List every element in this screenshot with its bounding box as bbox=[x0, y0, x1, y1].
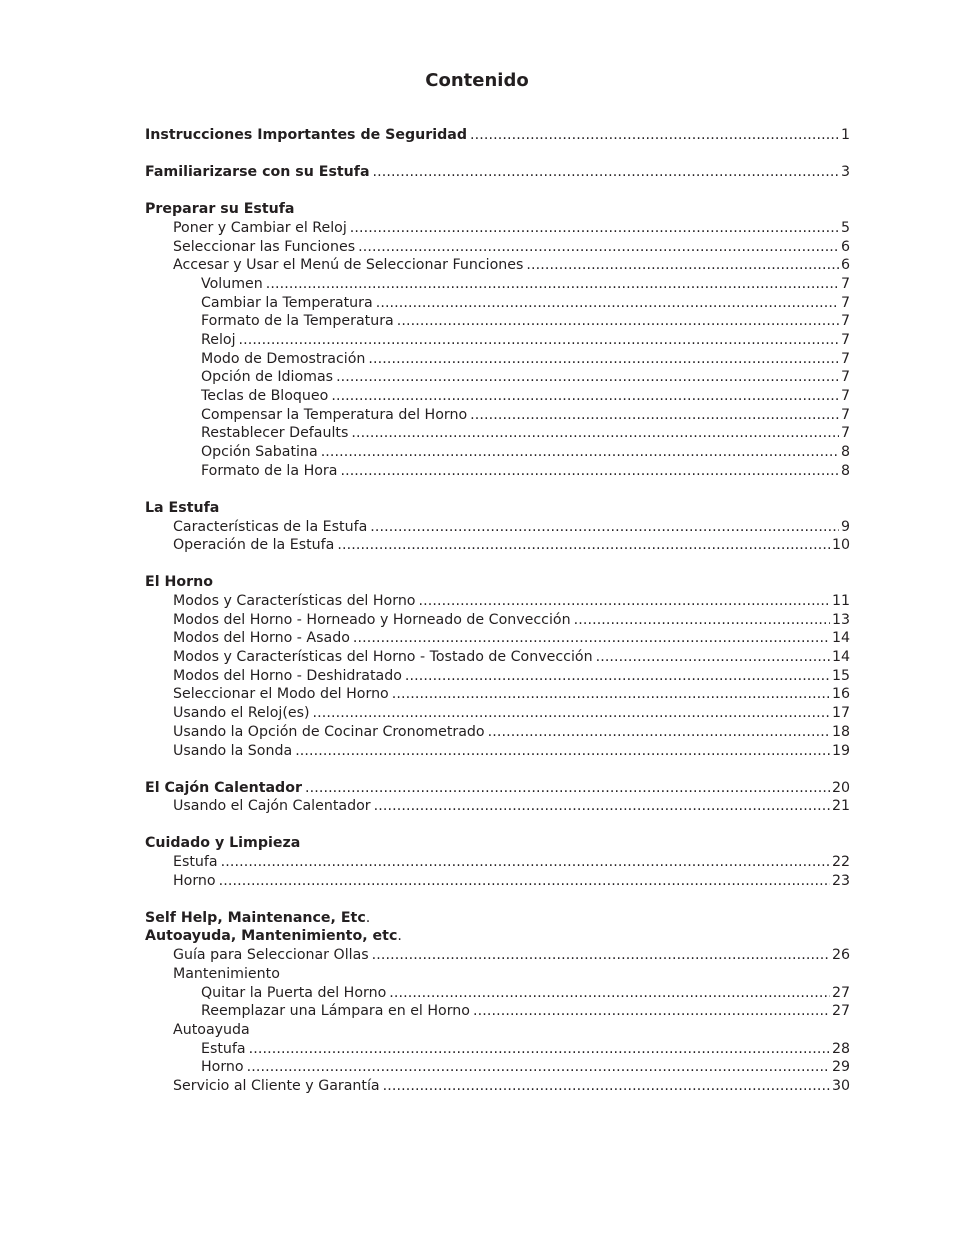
dot-leader bbox=[392, 685, 830, 704]
toc-entry-title bbox=[173, 611, 571, 630]
toc-entry-title bbox=[173, 629, 350, 648]
dot-leader bbox=[266, 275, 839, 294]
dot-leader bbox=[574, 611, 830, 630]
dot-leader bbox=[488, 723, 830, 742]
toc-entry-title bbox=[145, 200, 295, 219]
toc-entry-suffix: . bbox=[397, 928, 402, 945]
toc-entry[interactable] bbox=[145, 387, 850, 406]
dot-leader bbox=[249, 1040, 830, 1059]
toc-page-number: 8 bbox=[840, 444, 850, 461]
toc-entry-text: Estufa bbox=[173, 854, 218, 871]
toc-entry[interactable] bbox=[145, 1058, 850, 1077]
toc-entry-text: Características de la Estufa bbox=[173, 518, 368, 535]
dot-leader bbox=[470, 126, 839, 145]
dot-leader bbox=[368, 350, 839, 369]
toc-page-number: 28 bbox=[831, 1040, 850, 1057]
toc-page-number: 1 bbox=[840, 127, 850, 143]
toc-page-number: 7 bbox=[840, 350, 850, 367]
dot-leader bbox=[337, 536, 830, 555]
toc-page-number: 3 bbox=[840, 164, 850, 181]
toc-entry-title bbox=[201, 387, 328, 406]
toc-entry-title bbox=[201, 443, 318, 462]
toc-page-number: 7 bbox=[840, 275, 850, 292]
toc-entry-text: Compensar la Temperatura del Horno bbox=[201, 406, 468, 423]
toc-entry[interactable] bbox=[145, 1077, 850, 1096]
toc-entry-title bbox=[173, 219, 347, 238]
toc-entry-title bbox=[173, 648, 593, 667]
toc-page-number: 22 bbox=[831, 854, 850, 871]
dot-leader bbox=[313, 704, 830, 723]
toc-section-heading[interactable] bbox=[145, 779, 850, 798]
toc-entry-text: Cambiar la Temperatura bbox=[201, 294, 373, 311]
dot-leader bbox=[370, 518, 839, 537]
toc-entry[interactable] bbox=[145, 797, 850, 816]
toc-page-number: 30 bbox=[831, 1077, 850, 1094]
toc-entry-text: Preparar su Estufa bbox=[145, 201, 295, 218]
toc-entry-text: Formato de la Hora bbox=[201, 462, 338, 479]
dot-leader bbox=[295, 742, 830, 761]
toc-entry[interactable] bbox=[145, 256, 850, 275]
toc-page-number: 14 bbox=[831, 649, 850, 666]
toc-entry-text: Autoayuda, Mantenimiento, etc bbox=[145, 928, 398, 945]
dot-leader bbox=[351, 424, 839, 443]
dot-leader bbox=[219, 872, 830, 891]
toc-entry-text: Modos del Horno - Asado bbox=[173, 630, 350, 647]
toc-entry-text: La Estufa bbox=[145, 499, 220, 516]
toc-entry-text: Quitar la Puerta del Horno bbox=[201, 984, 387, 1001]
toc-entry-text: Self Help, Maintenance, Etc bbox=[145, 909, 366, 926]
toc-entry-text: Modos y Características del Horno bbox=[173, 593, 416, 609]
toc-entry-text: Restablecer Defaults bbox=[201, 425, 349, 442]
dot-leader bbox=[405, 667, 830, 686]
toc-entry[interactable] bbox=[145, 406, 850, 425]
dot-leader bbox=[331, 387, 839, 406]
toc-entry-title bbox=[201, 331, 236, 350]
toc-entry[interactable] bbox=[145, 275, 850, 294]
toc-entry-title bbox=[173, 518, 367, 537]
toc-entry bbox=[145, 965, 850, 984]
toc-entry[interactable] bbox=[145, 1002, 850, 1021]
toc-entry-title bbox=[173, 723, 485, 742]
toc-page-number: 19 bbox=[831, 742, 850, 759]
toc-entry-text: Seleccionar las Funciones bbox=[173, 238, 356, 255]
toc-page-number: 6 bbox=[840, 257, 850, 274]
page-title: Contenido bbox=[425, 70, 529, 91]
toc-entry-text: Reloj bbox=[201, 331, 236, 348]
toc-entry-title bbox=[173, 685, 389, 704]
toc-entry-text: Volumen bbox=[201, 275, 263, 292]
toc-page-number: 27 bbox=[831, 1003, 850, 1020]
toc-entry-text: El Horno bbox=[145, 574, 213, 591]
toc-page-number: 11 bbox=[831, 593, 850, 609]
toc-entry-text: El Cajón Calentador bbox=[145, 779, 302, 796]
toc-entry-title bbox=[201, 294, 373, 313]
toc-entry-title bbox=[173, 592, 416, 611]
toc-page-number: 5 bbox=[840, 219, 850, 236]
toc-entry-title bbox=[145, 573, 213, 592]
toc-entry-title bbox=[173, 872, 216, 891]
dot-leader bbox=[321, 443, 839, 462]
toc-entry-title bbox=[201, 368, 333, 387]
toc-entry[interactable] bbox=[145, 350, 850, 369]
toc-entry-title bbox=[145, 927, 402, 946]
toc-entry-text: Autoayuda bbox=[173, 1021, 250, 1038]
toc-entry-text: Modo de Demostración bbox=[201, 350, 366, 367]
toc-entry-title bbox=[201, 312, 394, 331]
toc-entry-text: Familiarizarse con su Estufa bbox=[145, 164, 370, 181]
toc-page-number: 29 bbox=[831, 1059, 850, 1076]
toc-entry-title bbox=[173, 1021, 250, 1040]
toc-entry-text: Instrucciones Importantes de Seguridad bbox=[145, 127, 468, 143]
toc-entry-title bbox=[201, 1040, 246, 1059]
dot-leader bbox=[239, 331, 839, 350]
toc-entry-text: Operación de la Estufa bbox=[173, 537, 335, 554]
toc-entry[interactable] bbox=[145, 723, 850, 742]
toc-entry-text: Guía para Seleccionar Ollas bbox=[173, 947, 369, 964]
toc-entry[interactable] bbox=[145, 629, 850, 648]
toc-page-number: 7 bbox=[840, 313, 850, 330]
toc-entry-text: Servicio al Cliente y Garantía bbox=[173, 1077, 380, 1094]
toc-page-number: 8 bbox=[840, 462, 850, 479]
toc-page-number: 15 bbox=[831, 667, 850, 684]
toc-entry-text: Mantenimiento bbox=[173, 965, 280, 982]
toc-entry[interactable] bbox=[145, 648, 850, 667]
toc-entry-title bbox=[145, 779, 302, 798]
toc-entry-title bbox=[173, 853, 218, 872]
toc-page-number: 9 bbox=[840, 518, 850, 535]
toc-entry-title bbox=[173, 1077, 380, 1096]
toc-entry[interactable] bbox=[145, 685, 850, 704]
toc-entry-title bbox=[173, 965, 280, 984]
dot-leader bbox=[336, 368, 839, 387]
toc-entry-text: Reemplazar una Lámpara en el Horno bbox=[201, 1003, 470, 1020]
dot-leader bbox=[376, 294, 839, 313]
toc-page-number: 10 bbox=[831, 537, 850, 554]
dot-leader bbox=[340, 462, 839, 481]
dot-leader bbox=[596, 648, 830, 667]
toc-entry[interactable] bbox=[145, 518, 850, 537]
toc-entry[interactable] bbox=[145, 424, 850, 443]
dot-leader bbox=[350, 219, 839, 238]
toc-page-number: 6 bbox=[840, 238, 850, 255]
toc-entry[interactable] bbox=[145, 331, 850, 350]
dot-leader bbox=[526, 256, 839, 275]
dot-leader bbox=[358, 238, 839, 257]
toc-entry[interactable] bbox=[145, 611, 850, 630]
toc-entry-text: Teclas de Bloqueo bbox=[201, 388, 329, 405]
toc-section-heading bbox=[145, 909, 850, 928]
toc-page-number: 7 bbox=[840, 331, 850, 348]
toc-section-heading bbox=[145, 834, 850, 853]
toc-page-number: 7 bbox=[840, 294, 850, 311]
toc-entry[interactable] bbox=[145, 592, 850, 611]
toc-page-number: 14 bbox=[831, 630, 850, 647]
toc-page-number: 7 bbox=[840, 388, 850, 405]
toc-page-number: 17 bbox=[831, 705, 850, 722]
toc-section-heading bbox=[145, 927, 850, 946]
toc-section-heading bbox=[145, 573, 850, 592]
toc-section-heading bbox=[145, 499, 850, 518]
toc-entry-text: Usando la Opción de Cocinar Cronometrado bbox=[173, 723, 485, 740]
toc-entry-title bbox=[145, 126, 467, 145]
toc-entry-text: Usando el Cajón Calentador bbox=[173, 798, 371, 815]
dot-leader bbox=[373, 163, 839, 182]
toc-entry-title bbox=[173, 667, 402, 686]
toc-entry[interactable] bbox=[145, 462, 850, 481]
toc-entry-text: Horno bbox=[173, 872, 216, 889]
toc-entry[interactable] bbox=[145, 294, 850, 313]
toc-page-number: 7 bbox=[840, 369, 850, 386]
dot-leader bbox=[372, 946, 830, 965]
toc-entry[interactable] bbox=[145, 368, 850, 387]
toc-entry-text: Poner y Cambiar el Reloj bbox=[173, 219, 347, 236]
toc-entry-title bbox=[173, 742, 292, 761]
toc-entry-text: Cuidado y Limpieza bbox=[145, 835, 301, 852]
dot-leader bbox=[397, 312, 839, 331]
toc-entry-title bbox=[201, 984, 386, 1003]
toc-page-number: 20 bbox=[831, 779, 850, 796]
toc-entry bbox=[145, 1021, 850, 1040]
dot-leader bbox=[221, 853, 830, 872]
toc-page-number: 23 bbox=[831, 872, 850, 889]
toc-entry-text: Opción de Idiomas bbox=[201, 369, 334, 386]
toc-entry-title bbox=[201, 350, 365, 369]
toc-page-number: 7 bbox=[840, 406, 850, 423]
toc-entry[interactable] bbox=[145, 238, 850, 257]
toc-entry-text: Modos y Características del Horno - Tostado de Convección bbox=[173, 649, 593, 666]
toc-entry-title bbox=[201, 275, 263, 294]
dot-leader bbox=[419, 592, 830, 611]
toc-entry-title bbox=[173, 797, 371, 816]
toc-page-number: 26 bbox=[831, 947, 850, 964]
toc-entry[interactable] bbox=[145, 219, 850, 238]
toc-entry-text: Usando el Reloj(es) bbox=[173, 705, 310, 722]
dot-leader bbox=[389, 984, 830, 1003]
toc-entry-title bbox=[201, 1058, 244, 1077]
toc-entry-text: Opción Sabatina bbox=[201, 444, 318, 461]
toc-entry-title bbox=[201, 406, 467, 425]
toc-entry-text: Modos del Horno - Horneado y Horneado de Convección bbox=[173, 611, 571, 628]
toc-entry[interactable] bbox=[145, 667, 850, 686]
dot-leader bbox=[247, 1058, 830, 1077]
toc-entry-text: Horno bbox=[201, 1059, 244, 1076]
toc-section-heading bbox=[145, 200, 850, 219]
toc-entry[interactable] bbox=[145, 443, 850, 462]
toc-entry-suffix: . bbox=[365, 909, 371, 926]
toc-entry[interactable] bbox=[145, 536, 850, 555]
toc-entry-text: Seleccionar el Modo del Horno bbox=[173, 686, 389, 703]
toc-entry-text: Formato de la Temperatura bbox=[201, 313, 394, 330]
toc-entry-text: Modos del Horno - Deshidratado bbox=[173, 667, 402, 684]
dot-leader bbox=[470, 406, 839, 425]
toc-entry-title bbox=[173, 946, 369, 965]
toc-entry[interactable] bbox=[145, 1040, 850, 1059]
toc-page-number: 13 bbox=[831, 611, 850, 628]
toc-entry[interactable] bbox=[145, 742, 850, 761]
toc-page-number: 21 bbox=[831, 798, 850, 815]
toc-entry-title bbox=[201, 1002, 470, 1021]
toc-entry[interactable] bbox=[145, 946, 850, 965]
toc-entry[interactable] bbox=[145, 704, 850, 723]
dot-leader bbox=[473, 1002, 830, 1021]
toc-entry-title bbox=[201, 462, 337, 481]
toc-entry-title bbox=[145, 834, 300, 853]
toc-section-heading[interactable] bbox=[145, 163, 850, 182]
toc-entry-title bbox=[173, 536, 334, 555]
dot-leader bbox=[305, 779, 830, 798]
dot-leader bbox=[374, 797, 830, 816]
toc-entry-text: Usando la Sonda bbox=[173, 742, 293, 759]
toc-entry-text: Accesar y Usar el Menú de Seleccionar Funciones bbox=[173, 257, 524, 274]
toc-entry-title bbox=[173, 704, 310, 723]
table-of-contents bbox=[145, 126, 850, 1096]
toc-entry-title bbox=[145, 499, 219, 518]
toc-section-heading[interactable] bbox=[145, 126, 850, 145]
toc-page-number: 18 bbox=[831, 723, 850, 740]
toc-entry[interactable] bbox=[145, 853, 850, 872]
toc-entry-title bbox=[173, 256, 523, 275]
dot-leader bbox=[353, 629, 830, 648]
toc-entry[interactable] bbox=[145, 312, 850, 331]
toc-entry-text: Estufa bbox=[201, 1040, 246, 1057]
toc-entry[interactable] bbox=[145, 872, 850, 891]
toc-page-number: 16 bbox=[831, 686, 850, 703]
toc-entry[interactable] bbox=[145, 984, 850, 1003]
toc-entry-title bbox=[145, 163, 370, 182]
toc-entry-title bbox=[201, 424, 348, 443]
toc-entry-title bbox=[145, 909, 370, 928]
toc-entry-title bbox=[173, 238, 355, 257]
toc-page-number: 27 bbox=[831, 984, 850, 1001]
toc-page-number: 7 bbox=[840, 425, 850, 442]
dot-leader bbox=[383, 1077, 830, 1096]
